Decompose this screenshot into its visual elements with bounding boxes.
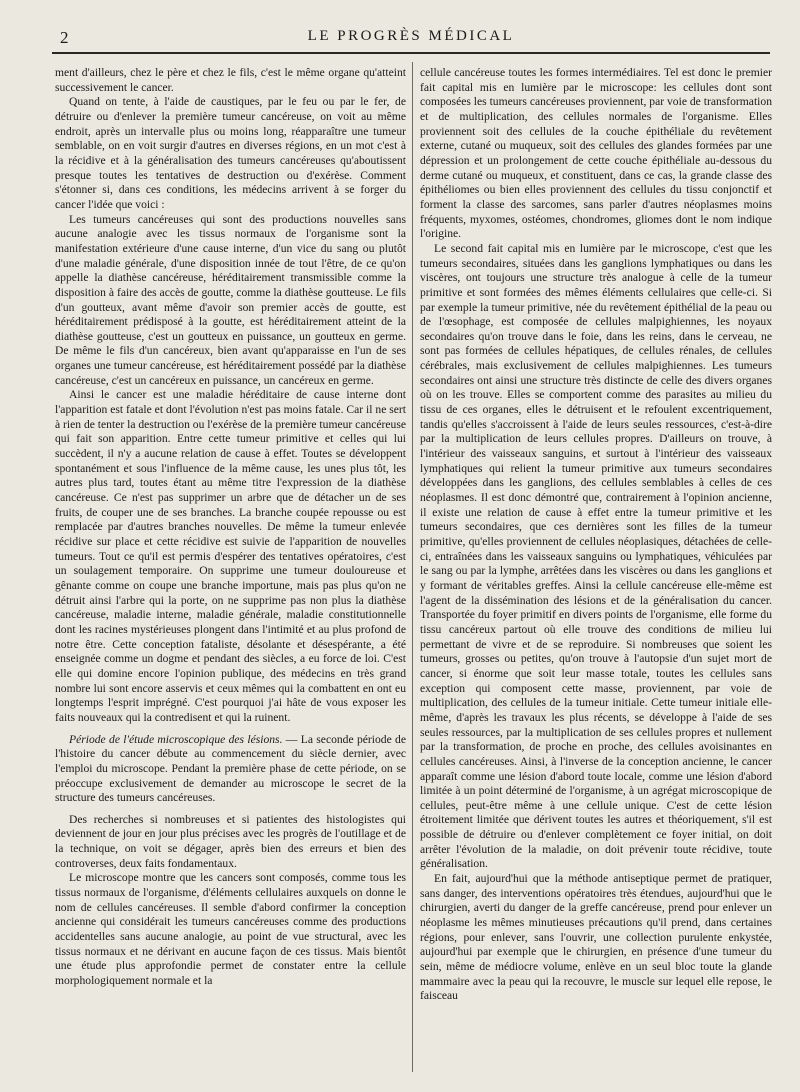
column-divider: [412, 62, 413, 1072]
running-title: LE PROGRÈS MÉDICAL: [307, 28, 515, 44]
left-column: [55, 66, 406, 1072]
right-column: [420, 66, 772, 1072]
paragraph: Ainsi le cancer est une maladie héréditaire de cause interne dont l'apparition est fatale et dont l'évolution n'est pas moins fatale. Car il ne sert à rien de tenter la destruction ou l'exérèse de la première tumeur cancéreuse qui fait son apparition. Entre cette tumeur primitive et celles qui lui succèdent, il n'y a aucune relation de cause à effet. Toutes se développent spontanément et sous l'influence de la même cause, les unes plus tôt, les autres plus tard, toutes étant au même titre l'expression de la diathèse cancéreuse. Ce n'est pas supprimer un arbre que de détacher un de ses fruits, de couper une de ses branches. La branche coupée repousse ou est remplacée par d'autres branches nouvelles. De même la tumeur enlevée récidive sur place et cette récidive est suivie de l'apparition de nouvelles tumeurs. Tout ce qu'il est permis d'espérer des tentatives opératoires, c'est un soulagement temporaire. On supprime une tumeur douloureuse et gênante comme on coupe une branche importune, mais pas plus qu'on ne détruit ainsi l'arbre qui la porte, on ne supprime pas non plus la diathèse cancéreuse, maladie interne, maladie générale, maladie constitutionnelle dont les racines mystérieuses plongent dans l'intimité et au plus profond de notre être. Cette conception fataliste, désolante et désespérante, a été enseignée comme un dogme et pendant des siècles, a eu force de loi. C'est elle qui domine encore l'opinion publique, des médecins en très grand nombre lui sont encore asservis et ceux mêmes qui la combattent en ont eu longtemps l'esprit imprégné. C'est pourquoi j'ai hâte de vous exposer les faits nouveaux qui la contredisent et qui la ruinent.: [55, 388, 406, 724]
section-heading: Période de l'étude microscopique des lésions.: [69, 732, 283, 746]
header-rule: [52, 52, 770, 54]
paragraph: En fait, aujourd'hui que la méthode antiseptique permet de pratiquer, sans danger, des interventions opératoires très étendues, aujourd'hui que le chirurgien, averti du danger de la greffe cancéreuse, prend pour enlever un néoplasme les mêmes minutieuses précautions qu'il prend, dans certaines régions, pour enlever, sans l'ouvrir, une collection purulente enkystée, aujourd'hui par exemple que le chirurgien, en présence d'une tumeur du sein, même de médiocre volume, enlève en un seul bloc toute la glande mammaire avec la peau qui la recouvre, le muscle sur lequel elle repose, le faisceau: [420, 872, 772, 1003]
page-header: [52, 22, 770, 52]
paragraph: Les tumeurs cancéreuses qui sont des productions nouvelles sans aucune analogie avec les tissus normaux de l'organisme sont la manifestation extérieure d'une cause interne, d'un vice du sang ou plutôt d'une maladie générale, d'une disposition innée de tout l'être, de ce qu'on appelle la diathèse cancéreuse, héréditairement transmissible comme la disposition à faire des accès de goutte, comme la diathèse goutteuse. Le fils d'un goutteux, avant même d'avoir son premier accès de goutte, est héréditairement prédisposé à la goutte, est héréditairement atteint de la diathèse goutteuse, c'est un goutteux en puissance, un goutteux en germe. De même le fils d'un cancéreux, bien avant qu'apparaisse en l'un de ses organes une tumeur cancéreuse, est héréditairement possédé par la diathèse cancéreuse, c'est un cancéreux en puissance, un cancéreux en germe.: [55, 212, 406, 387]
paragraph: Quand on tente, à l'aide de caustiques, par le feu ou par le fer, de détruire ou d'enlever la première tumeur cancéreuse, on voit au même endroit, après un intervalle plus ou moins long, réapparaître une tumeur semblable, on en voit surgir d'autres en diverses régions, en un mot c'est à la récidive et à la généralisation des tumeurs cancéreuses qu'aboutissent presque toutes les tentatives de destruction ou d'exérèse. Comment s'étonner si, dans ces conditions, les médecins arrivent à se forger du cancer l'idée que voici :: [55, 95, 406, 211]
paragraph: Des recherches si nombreuses et si patientes des histologistes qui deviennent de jour en jour plus précises avec les progrès de l'outillage et de la technique, on voit se dégager, après bien des erreurs et bien des controverses, deux faits fondamentaux.: [55, 812, 406, 870]
page-number: 2: [60, 28, 69, 47]
section-body: — La seconde période de l'histoire du cancer débute au commencement du siècle dernier, avec l'emploi du microscope. Pendant la première phase de cette période, on se préoccupe exclusivement de demander au microscope le secret de la structure des tumeurs cancéreuses.: [55, 732, 406, 805]
section-paragraph: [55, 733, 406, 806]
paragraph: cellule cancéreuse toutes les formes intermédiaires. Tel est donc le premier fait capital mis en lumière par le microscope: les cellules dont sont composées les tumeurs cancéreuses proviennent, par voie de transformation et de multiplication, des cellules normales de l'organisme. Elles proviennent soit des cellules de la couche épithéliale du revêtement externe, cutané ou muqueux, soit des cellules des glandes formées par une dépression et un prolongement de cette couche épithéliale au-dessous du derme cutané ou muqueux, et constituent, dans ce cas, la grande classe des épithéliomes ou bien elles proviennent des cellules du tissu conjonctif et forment la classe des sarcomes, sans parler d'autres néoplasmes moins fréquents, myxomes, ostéomes, chondromes, gliomes dont le nom indique l'origine.: [420, 66, 772, 241]
paragraph: ment d'ailleurs, chez le père et chez le fils, c'est le même organe qu'atteint successivement le cancer.: [55, 66, 406, 94]
paragraph: Le microscope montre que les cancers sont composés, comme tous les tissus normaux de l'organisme, d'éléments cellulaires auxquels on donne le nom de cellules cancéreuses. Il semble d'abord confirmer la conception ancienne qui considérait les tumeurs cancéreuses comme des productions accidentelles sans aucune analogie, au point de vue structural, avec les tissus normaux et ne dérivant en aucune façon de ces tissus. Mais bientôt une étude plus approfondie permet de constater entre la cellule morphologiquement normale et la: [55, 871, 406, 988]
paragraph: Le second fait capital mis en lumière par le microscope, c'est que les tumeurs secondaires, situées dans les ganglions lymphatiques ou dans les viscères, ont toujours une structure très analogue à celle de la tumeur primitive et sont formées des mêmes éléments cellulaires que celle-ci. Si par exemple la tumeur primitive, née du revêtement épithélial de la peau ou de l'œsophage, est composée de cellules malpighiennes, les noyaux secondaires qu'on trouve dans le foie, dans les reins, dans le cerveau, ne sont pas formées de cellules hépatiques, de cellules rénales, de cellules cérébrales, mais exclusivement de cellules malpighiennes. Les tumeurs secondaires ont ainsi une structure très distincte de celle des divers organes où on les trouve. Elles se comportent comme des parasites au milieu du tissu de ces organes, elles le détruisent et le refoulent excentriquement, tandis qu'elles s'accroissent à l'aide de leurs seules ressources, c'est-à-dire par la multiplication de leurs cellules propres. D'ailleurs on trouve, à l'intérieur des vaisseaux sanguins, et surtout à l'intérieur des vaisseaux lymphatiques qui relient la tumeur primitive aux tumeurs secondaires développées dans les ganglions, des cellules semblables à celles de ces néoplasmes. Il est donc démontré que, contrairement à l'opinion ancienne, il existe une relation de cause à effet entre la tumeur primitive et les tumeurs secondaires, que ces dernières sont les filles de la tumeur primitive, qu'elles proviennent de cellules néoplasiques, détachées de celle-ci, entraînées dans les vaisseaux sanguins ou lymphatiques, véhiculées par le sang ou par la lymphe, arrêtées dans les viscères ou dans les ganglions et y formant de véritables greffes. Ainsi la cellule cancéreuse elle-même est l'agent de la dissémination des lésions et de la généralisation du cancer. Transportée du foyer primitif en divers points de l'organisme, elle forme du tissu cancéreux partout où elle trouve des conditions de milieu lui permettant de vivre et de se reproduire. Si nombreuses que soient les tumeurs, grosses ou petites, qu'on trouve à l'autopsie d'un sujet mort de cancer, si énorme que soit leur masse totale, toutes les cellules sans exception qui composent cette masse, proviennent, par voie de multiplication, des cellules de la tumeur initiale. Cette tumeur initiale elle-même, d'après les travaux les plus récents, se développe à l'aide de ses seules ressources, par la multiplication de ses cellules propres et nullement par la transformation, de proche en proche, des cellules avoisinantes en cellules cancéreuses. Ainsi, à l'inverse de la conception ancienne, le cancer apparaît comme une lésion d'abord toute locale, comme une lésion d'abord limitée à un point déterminé de l'organisme, à un agrégat microscopique de cellules, peut-être même à une cellule unique. C'est de cette lésion étroitement limitée que dérivent toutes les autres et théoriquement, s'il est possible de détruire ou d'enlever complètement ce foyer initial, on doit arrêter l'évolution de la maladie, on doit prévenir toute récidive, toute généralisation.: [420, 241, 772, 871]
